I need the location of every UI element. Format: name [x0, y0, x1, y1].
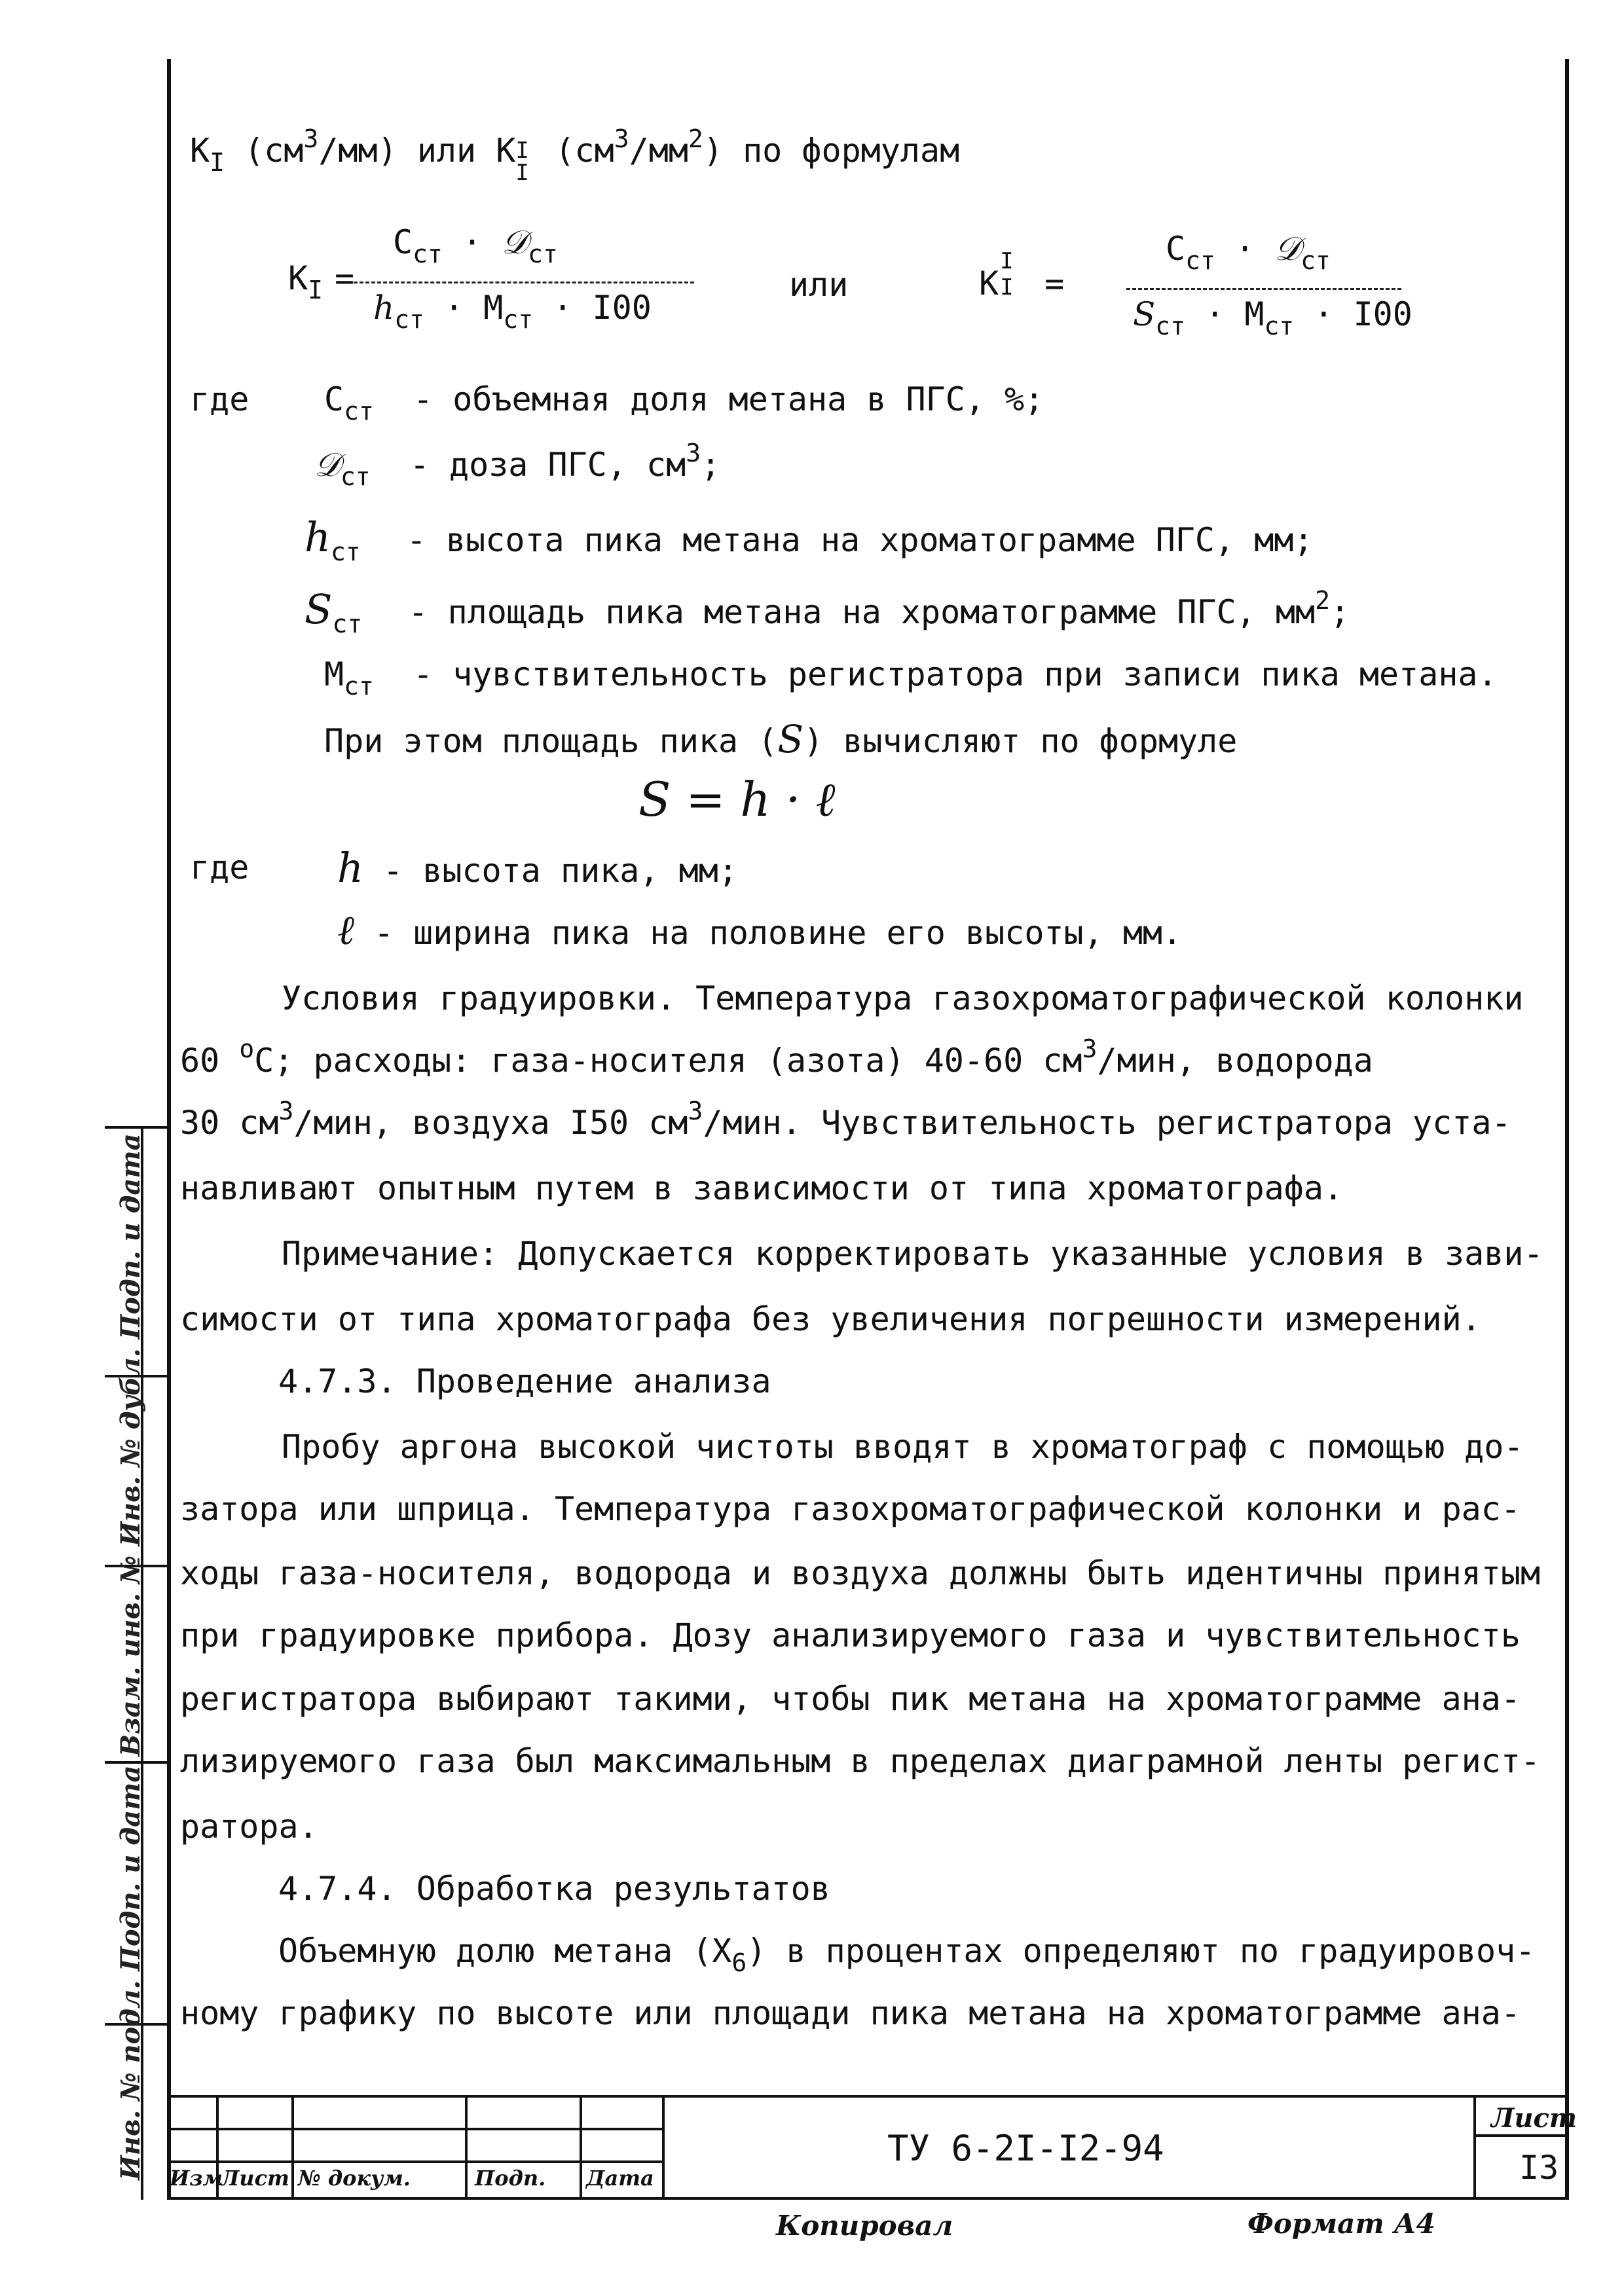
title-block [167, 2095, 1578, 2200]
body-line: регистратора выбирают такими, чтобы пик метана на хроматограмме ана- [180, 1680, 1521, 1718]
stamp-label: Подп. [475, 2166, 546, 2191]
legend-item: 𝒟$_{ст}$ - доза ПГС, $см^3$; [314, 439, 721, 491]
formula-k1-area-denominator: $S_{ст} \cdot М_{ст} \cdot I00$ [1133, 295, 1412, 340]
side-strip-divider [105, 1126, 170, 1129]
section-heading: 4.7.4. Обработка результатов [278, 1870, 830, 1908]
body-line: Условия градуировки. Температура газохроматографической колонки [282, 979, 1524, 1017]
formula-k1-area-fraction-bar [1126, 288, 1401, 290]
sheet-number: I3 [1519, 2149, 1559, 2187]
body-line: затора или шприца. Температура газохроматографической колонки и рас- [180, 1490, 1521, 1528]
formula-k1-area-numerator: $С_{ст}$ · 𝒟$_{ст}$ [1166, 230, 1331, 275]
legend2-item: h - высота пика, мм; [337, 844, 738, 892]
area-sentence: При этом площадь пика (S) вычисляют по формуле [324, 717, 1238, 761]
legend2-item: ℓ - ширина пика на половине его высоты, мм. [337, 906, 1183, 954]
formula-k1-fraction-bar [354, 282, 694, 283]
intro-line: $К_I$ $(см^3/мм)$ или К I I $(см^3/мм^2)$ по формулам [190, 124, 960, 186]
formula-k1-numerator: $С_{ст}$ · 𝒟$_{ст}$ [393, 223, 558, 268]
body-line: симости от типа хроматографа без увеличения погрешности измерений. [180, 1300, 1481, 1338]
section-heading: 4.7.3. Проведение анализа [278, 1362, 771, 1400]
legend-where: где [190, 380, 249, 418]
stamp-label: № докум. [298, 2166, 411, 2191]
stamp-label: Лист [221, 2166, 289, 2191]
body-line: навливают опытным путем в зависимости от типа хроматографа. [180, 1169, 1344, 1207]
stamp-label: Изм [170, 2166, 223, 2191]
sheet-label: Лист [1491, 2103, 1578, 2134]
legend2-where: где [190, 848, 249, 886]
body-line: при градуировке прибора. Дозу анализируемого газа и чувствительность [180, 1616, 1521, 1654]
body-line: ходы газа-носителя, водорода и воздуха должны быть идентичны принятым [180, 1554, 1541, 1592]
body-line: ратора. [180, 1808, 318, 1846]
legend-item: $h_{ст}$ - высота пика метана на хроматограмме ПГС, мм; [304, 513, 1314, 566]
body-line: лизируемого газа был максимальным в пределах диаграмной ленты регист- [180, 1742, 1541, 1780]
area-formula: S = h · ℓ [638, 772, 836, 827]
body-line: 60 $^о$С; расходы: газа-носителя (азота) 40-60 $см^3$/мин, водорода [180, 1034, 1373, 1080]
body-line: 30 $см^3$/мин, воздуха I50 $см^3$/мин. Чувствительность регистратора уста- [180, 1097, 1511, 1142]
legend-item: $С_{ст}$ - объемная доля метана в ПГС, %; [324, 380, 1044, 426]
body-line: ному графику по высоте или площади пика метана на хроматограмме ана- [180, 1994, 1521, 2032]
document-page: $К_I$ $(см^3/мм)$ или К I I $(см^3/мм^2)$ по формулам $К_I$ = $С_{ст}$ · 𝒟$_{ст}$ $h_{ст} \cdot М_{ст} \cdot I00$ или К I I = $С_{ст}$ · 𝒟$_{ст}$ $S_{ст} \cdot М_{ст} \cdot I00$ где $С_{ст}$ - объемная доля метана в ПГС, %; 𝒟$_{ст}$ - доза ПГС, $см^3$; $h_{ст}$ - высота пика метана на хроматограмме ПГС, мм; $S_{ст}$ - площадь пика метана на хроматограмме ПГС, $мм^2$; $М_{ст}$ - чувствительность регистратора при записи пика метана. При этом площадь пика (S) вычисляют по формуле S = h · ℓ где h - высота пика, мм; ℓ - ширина пика на половине его высоты, мм. Условия градуировки. Температура газохроматографической колонки 60 $^о$С; расходы: газа-носителя (азота) 40-60 $см^3$/мин, водорода 30 $см^3$/мин, воздуха I50 $см^3$/мин. Чувствительность регистратора уста- навливают опытным путем в зависимости от типа хроматографа. Примечание: Допускается корректировать указанные условия в зави- симости от типа хроматографа без увеличения погрешности измерений. 4.7.3. Проведение анализа Пробу аргона высокой чистоты вводят в хроматограф с помощью до- затора или шприца. Температура газохроматографической колонки и рас- ходы газа-носителя, водорода и воздуха должны быть идентичны принятым при градуировке прибора. Дозу анализируемого газа и чувствительность регистратора выбирают такими, чтобы пик метана на хроматограмме ана- лизируемого газа был максимальным в пределах диаграмной ленты регист- ратора. 4.7.4. Обработка результатов Объемную долю метана $(Х_6)$ в процентах определяют по градуировоч- ному графику по высоте или площади пика метана на хроматограмме ана- Инв. № подл. Подп. и дата Взам. инв. № Инв. № дубл. Подп. и дата Изм Лист № докум. Подп. Дата ТУ 6-2I-I2-94 Лист I3 Копировал Формат А4 [0, 0, 1624, 2296]
body-line: Пробу аргона высокой чистоты вводят в хроматограф с помощью до- [282, 1428, 1524, 1466]
legend-item: $М_{ст}$ - чувствительность регистратора при записи пика метана. [324, 655, 1498, 701]
formula-or: или [789, 266, 849, 304]
frame-right-border [1565, 59, 1569, 2200]
formula-k1-denominator: $h_{ст} \cdot М_{ст} \cdot I00$ [373, 289, 652, 334]
format-label: Формат А4 [1247, 2208, 1435, 2240]
document-code: ТУ 6-2I-I2-94 [887, 2128, 1164, 2169]
body-line: Примечание: Допускается корректировать указанные условия в зави- [282, 1235, 1543, 1273]
stamp-label: Дата [586, 2166, 654, 2191]
side-strip-text: Инв. № подл. Подп. и дата Взам. инв. № Инв. № дубл. Подп. и дата [115, 1133, 146, 2180]
body-line: Объемную долю метана $(Х_6)$ в процентах определяют по градуировоч- [278, 1932, 1536, 1977]
legend-item: $S_{ст}$ - площадь пика метана на хроматограмме ПГС, $мм^2$; [304, 585, 1350, 638]
copied-by-label: Копировал [776, 2210, 953, 2242]
